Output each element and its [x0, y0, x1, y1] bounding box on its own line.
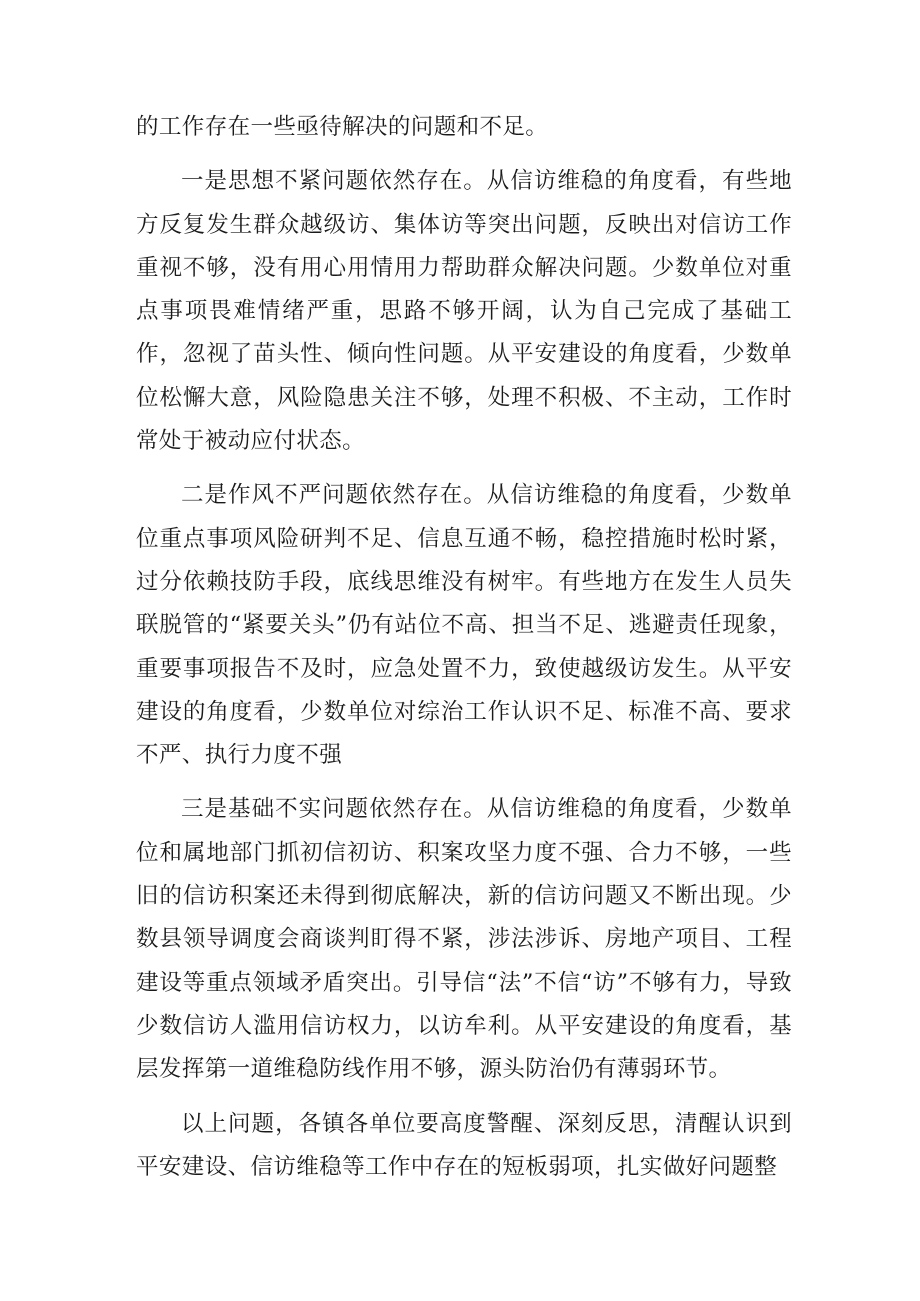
paragraph-work-style-issue: 二是作风不严问题依然存在。从信访维稳的角度看，少数单位重点事项风险研判不足、信息互通不畅，稳控措施时松时紧，过分依赖技防手段，底线思维没有树牢。有些地方在发生人员失联脱管的“紧要关头”仍有站位不高、担当不足、逃避责任现象，重要事项报告不及时，应急处置不力，致使越级访发生。从平安建设的角度看，少数单位对综治工作认识不足、标准不高、要求不严、执行力度不强 [136, 482, 792, 769]
paragraph-thinking-issue: 一是思想不紧问题依然存在。从信访维稳的角度看，有些地方反复发生群众越级访、集体访等突出问题，反映出对信访工作重视不够，没有用心用情用力帮助群众解决问题。少数单位对重点事项畏难情绪严重，思路不够开阔，认为自己完成了基础工作，忽视了苗头性、倾向性问题。从平安建设的角度看，少数单位松懈大意，风险隐患关注不够，处理不积极、不主动，工作时常处于被动应付状态。 [136, 168, 792, 455]
paragraph-conclusion: 以上问题，各镇各单位要高度警醒、深刻反思，清醒认识到平安建设、信访维稳等工作中存在的短板弱项，扎实做好问题整 [136, 1110, 792, 1180]
paragraph-continuation: 的工作存在一些亟待解决的问题和不足。 [136, 114, 549, 140]
document-body [136, 106, 792, 1189]
paragraph-foundation-issue: 三是基础不实问题依然存在。从信访维稳的角度看，少数单位和属地部门抓初信初访、积案攻坚力度不强、合力不够，一些旧的信访积案还未得到彻底解决，新的信访问题又不断出现。少数县领导调度会商谈判盯得不紧，涉法涉诉、房地产项目、工程建设等重点领域矛盾突出。引导信“法”不信“访”不够有力，导致少数信访人滥用信访权力，以访牟利。从平安建设的角度看，基层发挥第一道维稳防线作用不够，源头防治仍有薄弱环节。 [136, 796, 792, 1083]
